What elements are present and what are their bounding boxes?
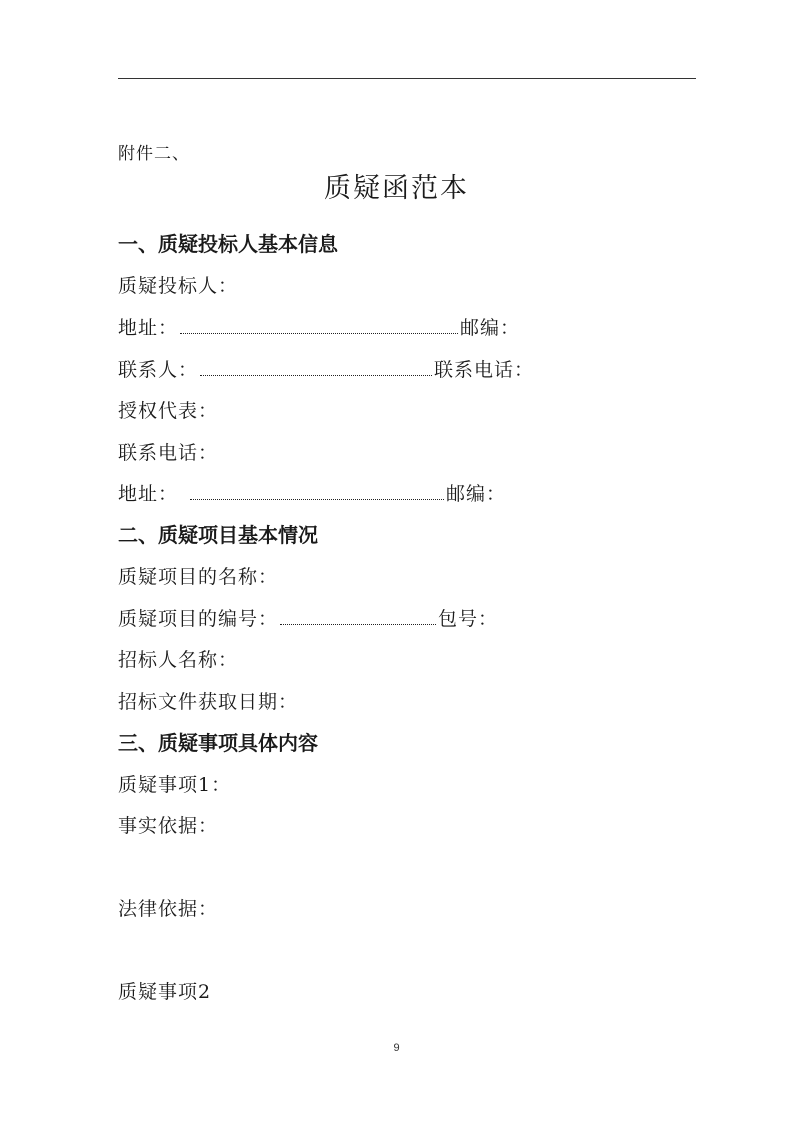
address-row-1 (118, 316, 520, 340)
authorized-rep-label: 授权代表： (118, 400, 219, 422)
postcode-label: 邮编： (460, 317, 521, 339)
phone-label: 联系电话： (118, 442, 219, 464)
address-fill-line-2 (190, 485, 444, 500)
legal-label: 法律依据： (118, 898, 219, 920)
project-number-fill-line (280, 610, 436, 625)
tenderer-name-field (118, 648, 238, 672)
item-2-label: 质疑事项2 (118, 981, 212, 1003)
section-2-heading: 二、质疑项目基本情况 (118, 523, 318, 547)
attachment-label: 附件二、 (118, 144, 190, 164)
header-rule (118, 78, 696, 79)
address-fill-line (180, 319, 458, 334)
doc-obtain-date-field (118, 690, 298, 714)
package-label: 包号： (438, 608, 499, 630)
bidder-label: 质疑投标人： (118, 275, 239, 297)
phone-field (118, 441, 218, 465)
address-label: 地址： (118, 317, 179, 339)
contact-label: 联系人： (118, 359, 199, 381)
page-title: 质疑函范本 (324, 173, 469, 204)
bidder-field (118, 274, 238, 298)
contact-phone-label: 联系电话： (434, 359, 535, 381)
item-1-label: 质疑事项1： (118, 774, 232, 796)
section-1-heading: 一、质疑投标人基本信息 (118, 232, 338, 256)
contact-fill-line (200, 361, 432, 376)
project-number-row (118, 607, 498, 631)
section-3-heading: 三、质疑事项具体内容 (118, 731, 318, 755)
page-number: 9 (393, 1042, 400, 1054)
legal-field (118, 897, 218, 921)
tenderer-name-label: 招标人名称： (118, 649, 239, 671)
facts-label: 事实依据： (118, 815, 219, 837)
project-name-field (118, 565, 278, 589)
postcode-label-2: 邮编： (446, 483, 507, 505)
contact-row (118, 358, 534, 382)
item-1-field (118, 773, 231, 797)
authorized-rep-field (118, 399, 218, 423)
address-label-2: 地址： (118, 483, 179, 505)
address-row-2 (118, 482, 506, 506)
project-name-label: 质疑项目的名称： (118, 566, 279, 588)
project-number-label: 质疑项目的编号： (118, 608, 279, 630)
doc-obtain-date-label: 招标文件获取日期： (118, 691, 299, 713)
facts-field (118, 814, 218, 838)
item-2-field (118, 980, 211, 1004)
